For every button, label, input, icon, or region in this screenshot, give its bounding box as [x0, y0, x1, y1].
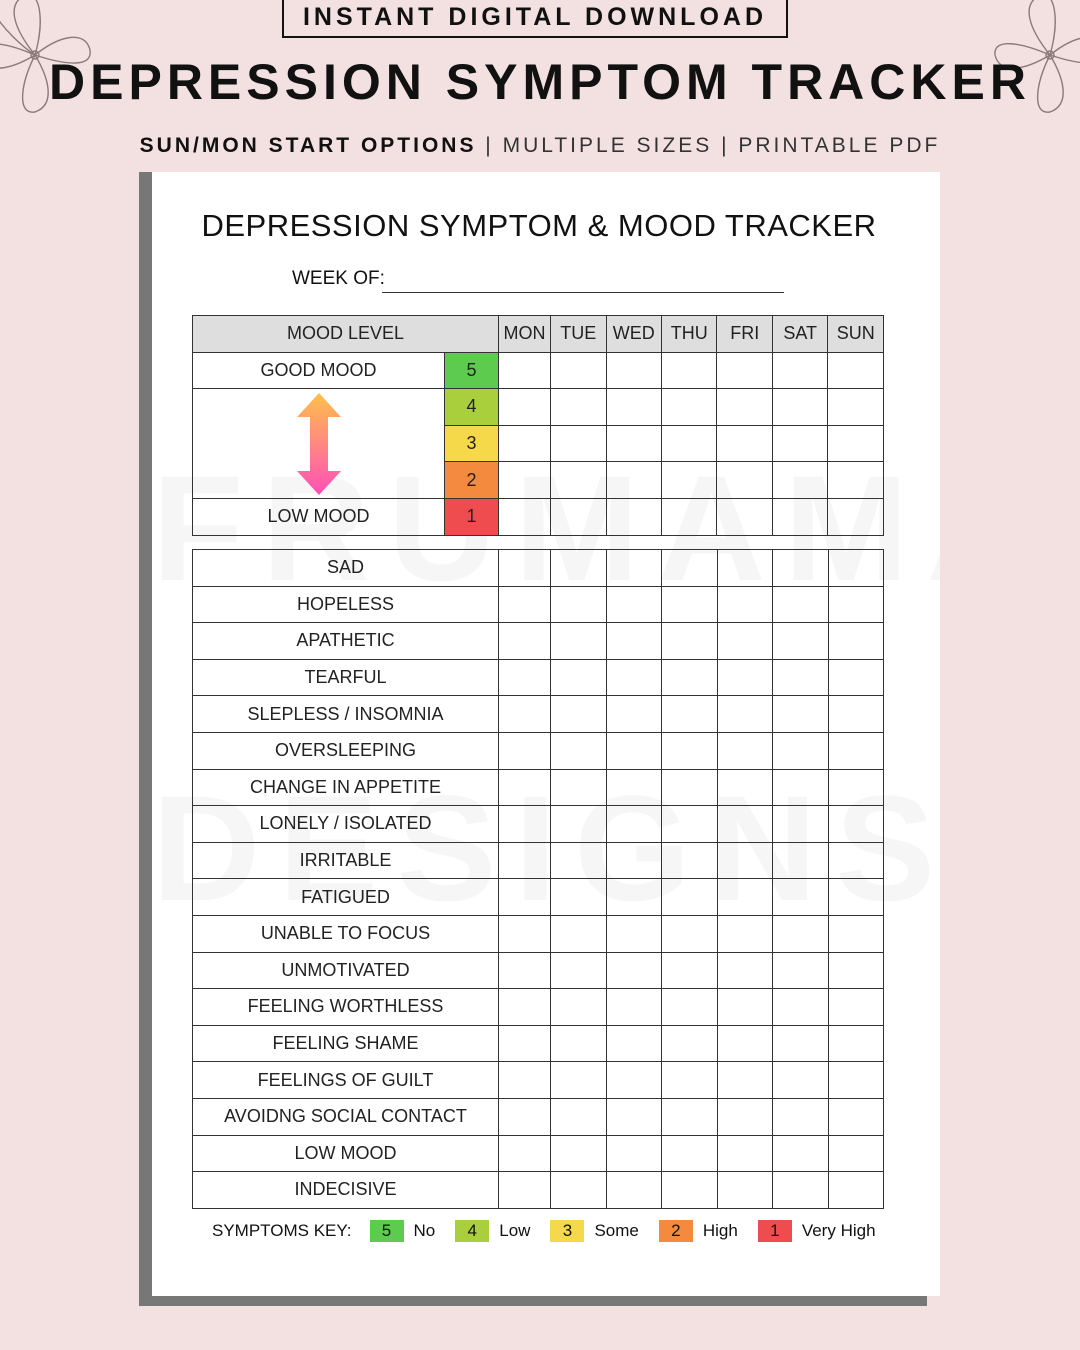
symptom-cell[interactable] — [662, 623, 718, 660]
key-level-5-text: No — [413, 1221, 436, 1240]
mood-cell[interactable] — [661, 498, 716, 535]
symptom-cell[interactable] — [717, 550, 773, 587]
symptom-cell[interactable] — [499, 1062, 551, 1099]
mood-cell[interactable] — [606, 352, 661, 389]
symptom-row — [193, 1172, 884, 1209]
level-3-cell: 3 — [445, 425, 499, 462]
symptom-cell[interactable] — [662, 1062, 718, 1099]
symptom-cell[interactable] — [551, 1135, 607, 1172]
symptom-cell[interactable] — [773, 1025, 829, 1062]
key-level-1-box: 1 — [758, 1220, 792, 1242]
symptom-cell[interactable] — [662, 1172, 718, 1209]
level-2-cell: 2 — [445, 462, 499, 499]
symptom-cell[interactable] — [551, 1025, 607, 1062]
mood-arrow-cell — [193, 389, 445, 499]
symptom-cell[interactable] — [499, 1098, 551, 1135]
symptom-row — [193, 586, 884, 623]
symptom-cell[interactable] — [606, 989, 662, 1026]
symptom-label: LONELY / ISOLATED — [193, 806, 499, 843]
symptom-cell[interactable] — [551, 1098, 607, 1135]
mood-row — [193, 352, 884, 389]
subtitle-start-options: SUN/MON START OPTIONS — [139, 134, 477, 157]
symptom-row — [193, 732, 884, 769]
mood-cell[interactable] — [551, 462, 606, 499]
symptom-cell[interactable] — [828, 1062, 884, 1099]
symptom-label: FEELING SHAME — [193, 1025, 499, 1062]
mood-row — [193, 498, 884, 535]
mood-cell[interactable] — [499, 352, 551, 389]
symptom-cell[interactable] — [828, 696, 884, 733]
mood-cell[interactable] — [661, 462, 716, 499]
symptom-cell[interactable] — [773, 586, 829, 623]
symptom-cell[interactable] — [662, 769, 718, 806]
level-4-cell: 4 — [445, 389, 499, 426]
symptom-cell[interactable] — [551, 769, 607, 806]
symptom-label: TEARFUL — [193, 659, 499, 696]
symptom-row — [193, 769, 884, 806]
symptom-cell[interactable] — [551, 623, 607, 660]
symptom-cell[interactable] — [606, 879, 662, 916]
key-level-3-text: Some — [594, 1221, 639, 1240]
symptom-cell[interactable] — [828, 1098, 884, 1135]
symptom-row — [193, 806, 884, 843]
mood-cell[interactable] — [551, 352, 606, 389]
symptom-cell[interactable] — [662, 732, 718, 769]
symptom-label: FEELINGS OF GUILT — [193, 1062, 499, 1099]
symptom-cell[interactable] — [499, 842, 551, 879]
symptom-cell[interactable] — [717, 806, 773, 843]
symptom-row — [193, 989, 884, 1026]
mood-cell[interactable] — [828, 389, 884, 426]
symptom-cell[interactable] — [499, 1025, 551, 1062]
symptom-cell[interactable] — [551, 732, 607, 769]
good-mood-label: GOOD MOOD — [193, 352, 445, 389]
mood-cell[interactable] — [661, 425, 716, 462]
symptom-cell[interactable] — [828, 806, 884, 843]
symptom-label: HOPELESS — [193, 586, 499, 623]
symptom-label: AVOIDNG SOCIAL CONTACT — [193, 1098, 499, 1135]
symptom-cell[interactable] — [717, 1172, 773, 1209]
double-arrow-icon — [297, 393, 341, 495]
symptom-cell[interactable] — [606, 806, 662, 843]
mood-cell[interactable] — [828, 498, 884, 535]
symptom-label: FEELING WORTHLESS — [193, 989, 499, 1026]
symptom-row — [193, 1025, 884, 1062]
symptom-cell[interactable] — [773, 623, 829, 660]
symptom-cell[interactable] — [662, 842, 718, 879]
symptom-cell[interactable] — [606, 769, 662, 806]
symptom-cell[interactable] — [551, 659, 607, 696]
symptom-label: IRRITABLE — [193, 842, 499, 879]
day-header: FRI — [717, 316, 772, 353]
sheet-title: DEPRESSION SYMPTOM & MOOD TRACKER — [201, 208, 877, 243]
symptom-cell[interactable] — [773, 732, 829, 769]
symptom-row — [193, 623, 884, 660]
symptom-cell[interactable] — [551, 696, 607, 733]
key-level-4-text: Low — [499, 1221, 531, 1240]
symptom-cell[interactable] — [828, 915, 884, 952]
symptom-cell[interactable] — [717, 989, 773, 1026]
symptom-cell[interactable] — [828, 623, 884, 660]
subtitle — [0, 134, 1080, 158]
symptom-cell[interactable] — [551, 550, 607, 587]
mood-cell[interactable] — [828, 425, 884, 462]
mood-level-header: MOOD LEVEL — [193, 316, 499, 353]
low-mood-label: LOW MOOD — [193, 498, 445, 535]
symptom-cell[interactable] — [662, 1098, 718, 1135]
symptom-label: SAD — [193, 550, 499, 587]
mood-cell[interactable] — [499, 498, 551, 535]
symptom-cell[interactable] — [828, 1025, 884, 1062]
symptom-cell[interactable] — [662, 696, 718, 733]
symptom-label: FATIGUED — [193, 879, 499, 916]
key-level-4-box: 4 — [455, 1220, 489, 1242]
symptom-cell[interactable] — [717, 952, 773, 989]
symptom-cell[interactable] — [551, 1062, 607, 1099]
symptom-row — [193, 1135, 884, 1172]
symptom-cell[interactable] — [662, 915, 718, 952]
symptom-cell[interactable] — [606, 842, 662, 879]
symptom-cell[interactable] — [551, 806, 607, 843]
symptom-cell[interactable] — [717, 915, 773, 952]
symptom-cell[interactable] — [606, 1025, 662, 1062]
symptom-row — [193, 659, 884, 696]
symptom-cell[interactable] — [828, 769, 884, 806]
day-header: THU — [661, 316, 716, 353]
symptom-cell[interactable] — [773, 915, 829, 952]
symptom-cell[interactable] — [499, 1172, 551, 1209]
symptom-cell[interactable] — [828, 879, 884, 916]
symptom-cell[interactable] — [717, 1062, 773, 1099]
day-header: WED — [606, 316, 661, 353]
mood-cell[interactable] — [661, 389, 716, 426]
symptom-cell[interactable] — [717, 769, 773, 806]
symptom-cell[interactable] — [717, 732, 773, 769]
key-level-5-box: 5 — [370, 1220, 404, 1242]
mood-cell[interactable] — [499, 425, 551, 462]
symptom-cell[interactable] — [717, 696, 773, 733]
symptom-cell[interactable] — [773, 879, 829, 916]
mood-cell[interactable] — [499, 389, 551, 426]
symptom-cell[interactable] — [606, 550, 662, 587]
symptom-cell[interactable] — [499, 696, 551, 733]
level-1-cell: 1 — [445, 498, 499, 535]
symptoms-key-label: SYMPTOMS KEY: — [212, 1221, 352, 1240]
symptom-cell[interactable] — [773, 659, 829, 696]
symptom-cell[interactable] — [773, 1062, 829, 1099]
symptom-cell[interactable] — [499, 989, 551, 1026]
symptom-cell[interactable] — [662, 659, 718, 696]
tracker-sheet — [152, 172, 940, 1296]
day-header: MON — [499, 316, 551, 353]
mood-cell[interactable] — [551, 498, 606, 535]
symptom-row — [193, 915, 884, 952]
symptom-label: SLEPLESS / INSOMNIA — [193, 696, 499, 733]
symptom-cell[interactable] — [717, 623, 773, 660]
symptom-cell[interactable] — [606, 659, 662, 696]
mood-header-row — [193, 316, 884, 353]
symptom-row — [193, 696, 884, 733]
page-title: DEPRESSION SYMPTOM TRACKER — [49, 54, 1031, 110]
mood-cell[interactable] — [772, 462, 827, 499]
symptom-cell[interactable] — [499, 1135, 551, 1172]
mood-cell[interactable] — [772, 498, 827, 535]
symptom-cell[interactable] — [773, 1098, 829, 1135]
symptom-cell[interactable] — [828, 1135, 884, 1172]
key-level-3-box: 3 — [550, 1220, 584, 1242]
symptom-cell[interactable] — [551, 879, 607, 916]
symptom-label: CHANGE IN APPETITE — [193, 769, 499, 806]
symptom-cell[interactable] — [662, 879, 718, 916]
symptom-label: APATHETIC — [193, 623, 499, 660]
mood-cell[interactable] — [717, 425, 772, 462]
symptom-row — [193, 879, 884, 916]
mood-cell[interactable] — [717, 462, 772, 499]
symptom-cell[interactable] — [606, 732, 662, 769]
symptoms-table — [192, 549, 884, 1209]
mood-level-table — [192, 315, 884, 536]
symptom-cell[interactable] — [499, 806, 551, 843]
day-header: SAT — [772, 316, 827, 353]
symptom-cell[interactable] — [499, 623, 551, 660]
symptom-cell[interactable] — [717, 842, 773, 879]
symptom-cell[interactable] — [662, 1025, 718, 1062]
symptom-cell[interactable] — [551, 915, 607, 952]
symptom-cell[interactable] — [499, 769, 551, 806]
symptom-cell[interactable] — [717, 1025, 773, 1062]
symptom-cell[interactable] — [551, 989, 607, 1026]
symptom-row — [193, 952, 884, 989]
mood-cell[interactable] — [772, 425, 827, 462]
symptom-cell[interactable] — [606, 586, 662, 623]
week-of-line — [382, 292, 784, 293]
subtitle-details: | MULTIPLE SIZES | PRINTABLE PDF — [476, 134, 941, 157]
symptom-cell[interactable] — [828, 550, 884, 587]
symptom-cell[interactable] — [606, 915, 662, 952]
mood-row — [193, 389, 884, 426]
symptom-cell[interactable] — [499, 659, 551, 696]
symptom-cell[interactable] — [717, 659, 773, 696]
symptom-cell[interactable] — [828, 952, 884, 989]
symptom-cell[interactable] — [717, 1098, 773, 1135]
symptom-cell[interactable] — [773, 696, 829, 733]
symptom-cell[interactable] — [551, 952, 607, 989]
symptom-cell[interactable] — [773, 550, 829, 587]
mood-cell[interactable] — [606, 389, 661, 426]
symptom-label: UNMOTIVATED — [193, 952, 499, 989]
symptom-cell[interactable] — [499, 879, 551, 916]
mood-cell[interactable] — [772, 352, 827, 389]
symptom-cell[interactable] — [499, 952, 551, 989]
symptom-cell[interactable] — [773, 989, 829, 1026]
symptom-cell[interactable] — [551, 1172, 607, 1209]
symptom-label: UNABLE TO FOCUS — [193, 915, 499, 952]
symptom-cell[interactable] — [662, 952, 718, 989]
symptom-cell[interactable] — [499, 915, 551, 952]
symptom-cell[interactable] — [606, 1098, 662, 1135]
symptom-cell[interactable] — [499, 732, 551, 769]
symptom-cell[interactable] — [773, 1172, 829, 1209]
symptom-cell[interactable] — [773, 1135, 829, 1172]
symptom-row — [193, 1098, 884, 1135]
symptom-cell[interactable] — [828, 989, 884, 1026]
symptom-cell[interactable] — [606, 1135, 662, 1172]
symptom-cell[interactable] — [828, 1172, 884, 1209]
symptom-cell[interactable] — [828, 732, 884, 769]
instant-download-banner: INSTANT DIGITAL DOWNLOAD — [282, 0, 788, 38]
key-level-1-text: Very High — [801, 1221, 876, 1240]
mood-cell[interactable] — [661, 352, 716, 389]
symptom-cell[interactable] — [499, 586, 551, 623]
symptom-cell[interactable] — [662, 550, 718, 587]
mood-cell[interactable] — [828, 462, 884, 499]
symptom-cell[interactable] — [662, 806, 718, 843]
symptom-cell[interactable] — [606, 696, 662, 733]
symptom-row — [193, 550, 884, 587]
symptom-cell[interactable] — [662, 989, 718, 1026]
symptom-label: OVERSLEEPING — [193, 732, 499, 769]
mood-cell[interactable] — [606, 425, 661, 462]
symptom-cell[interactable] — [828, 842, 884, 879]
symptom-cell[interactable] — [662, 1135, 718, 1172]
key-level-2-box: 2 — [659, 1220, 693, 1242]
symptom-cell[interactable] — [717, 586, 773, 623]
symptom-cell[interactable] — [773, 842, 829, 879]
symptom-cell[interactable] — [606, 1172, 662, 1209]
key-level-2-text: High — [702, 1221, 738, 1240]
symptom-cell[interactable] — [773, 952, 829, 989]
symptom-row — [193, 842, 884, 879]
symptom-cell[interactable] — [828, 586, 884, 623]
symptom-cell[interactable] — [828, 659, 884, 696]
mood-cell[interactable] — [717, 352, 772, 389]
mood-cell[interactable] — [551, 425, 606, 462]
symptom-cell[interactable] — [662, 586, 718, 623]
symptom-cell[interactable] — [717, 879, 773, 916]
symptom-cell[interactable] — [773, 769, 829, 806]
week-of-label: WEEK OF: — [292, 268, 385, 289]
symptom-cell[interactable] — [606, 952, 662, 989]
day-header: SUN — [828, 316, 884, 353]
symptom-cell[interactable] — [606, 623, 662, 660]
mood-cell[interactable] — [717, 389, 772, 426]
mood-cell[interactable] — [551, 389, 606, 426]
symptom-label: INDECISIVE — [193, 1172, 499, 1209]
mood-cell[interactable] — [499, 462, 551, 499]
symptom-cell[interactable] — [499, 550, 551, 587]
symptom-cell[interactable] — [551, 842, 607, 879]
mood-cell[interactable] — [606, 462, 661, 499]
symptoms-key — [212, 1218, 896, 1244]
mood-cell[interactable] — [606, 498, 661, 535]
symptom-cell[interactable] — [551, 586, 607, 623]
level-5-cell: 5 — [445, 352, 499, 389]
mood-cell[interactable] — [772, 389, 827, 426]
symptom-cell[interactable] — [606, 1062, 662, 1099]
symptom-row — [193, 1062, 884, 1099]
mood-cell[interactable] — [828, 352, 884, 389]
symptom-cell[interactable] — [773, 806, 829, 843]
symptom-cell[interactable] — [717, 1135, 773, 1172]
symptom-label: LOW MOOD — [193, 1135, 499, 1172]
day-header: TUE — [551, 316, 606, 353]
mood-cell[interactable] — [717, 498, 772, 535]
